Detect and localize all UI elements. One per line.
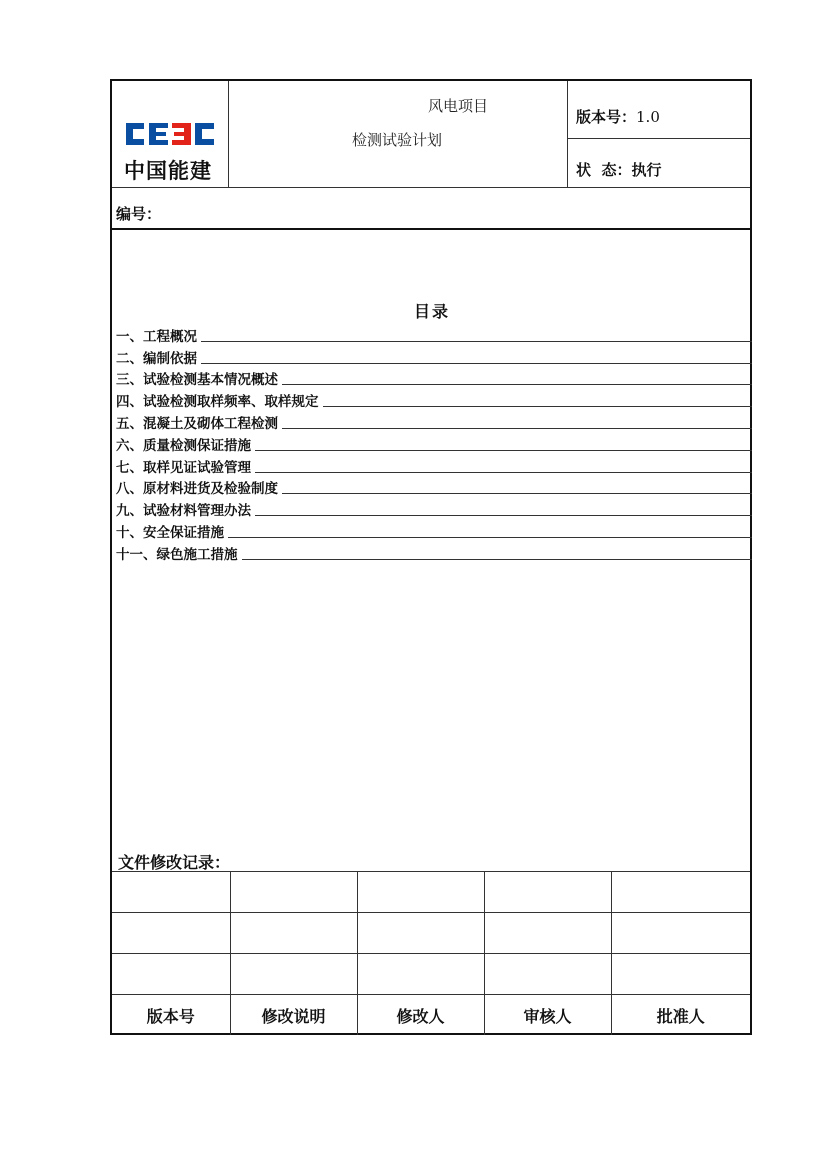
- logo-cell: [112, 81, 229, 187]
- table-cell[interactable]: [357, 913, 484, 954]
- document-title: 检测试验计划: [352, 131, 443, 149]
- toc-item-label: 十、安全保证措施: [116, 524, 224, 541]
- table-cell[interactable]: [112, 872, 230, 913]
- table-cell[interactable]: [611, 872, 750, 913]
- table-cell[interactable]: [484, 913, 611, 954]
- column-header-description: 修改说明: [230, 995, 357, 1036]
- toc-leader-line: [242, 559, 753, 560]
- version-label: 版本号：: [576, 108, 637, 126]
- table-cell[interactable]: [112, 913, 230, 954]
- toc-item-label: 三、试验检测基本情况概述: [116, 372, 278, 389]
- toc-leader-line: [255, 472, 752, 473]
- meta-cell: [568, 81, 750, 187]
- toc-item[interactable]: [116, 519, 752, 541]
- toc-item[interactable]: [116, 323, 752, 345]
- code-row: [112, 187, 750, 230]
- toc-item[interactable]: [116, 367, 752, 389]
- table-cell[interactable]: [484, 954, 611, 995]
- table-row: [112, 913, 750, 954]
- column-header-reviewer: 审核人: [484, 995, 611, 1036]
- header-block: [112, 81, 750, 188]
- table-row: [112, 872, 750, 913]
- toc-item-label: 二、编制依据: [116, 350, 197, 367]
- column-header-modifier: 修改人: [357, 995, 484, 1036]
- logo-text: 中国能建: [124, 159, 212, 183]
- toc-item-label: 九、试验材料管理办法: [116, 503, 251, 520]
- table-of-contents: [116, 323, 752, 563]
- toc-item-label: 七、取样见证试验管理: [116, 459, 251, 476]
- toc-leader-line: [323, 406, 753, 407]
- toc-item-label: 六、质量检测保证措施: [116, 437, 251, 454]
- toc-item[interactable]: [116, 410, 752, 432]
- code-label: 编号：: [116, 205, 162, 223]
- title-cell: [228, 81, 568, 187]
- table-row: [112, 954, 750, 995]
- table-cell[interactable]: [230, 913, 357, 954]
- status-row: [568, 139, 750, 187]
- toc-item[interactable]: [116, 541, 752, 563]
- toc-leader-line: [201, 341, 752, 342]
- toc-leader-line: [282, 428, 752, 429]
- table-cell[interactable]: [357, 872, 484, 913]
- toc-item[interactable]: [116, 388, 752, 410]
- table-cell[interactable]: [230, 872, 357, 913]
- table-cell[interactable]: [484, 872, 611, 913]
- toc-leader-line: [255, 515, 752, 516]
- table-cell[interactable]: [112, 954, 230, 995]
- table-cell[interactable]: [357, 954, 484, 995]
- version-row: [568, 81, 750, 139]
- table-header-row: [112, 995, 750, 1036]
- toc-item[interactable]: [116, 454, 752, 476]
- table-cell[interactable]: [611, 913, 750, 954]
- toc-item[interactable]: [116, 345, 752, 367]
- toc-leader-line: [201, 363, 752, 364]
- toc-leader-line: [255, 450, 752, 451]
- version-value: 1.0: [636, 108, 660, 126]
- column-header-version: 版本号: [112, 995, 230, 1036]
- revision-table: [112, 871, 750, 1035]
- toc-item-label: 十一、绿色施工措施: [116, 546, 238, 563]
- toc-item-label: 四、试验检测取样频率、取样规定: [116, 394, 319, 411]
- toc-leader-line: [282, 493, 752, 494]
- toc-item[interactable]: [116, 497, 752, 519]
- toc-item[interactable]: [116, 476, 752, 498]
- toc-item-label: 一、工程概况: [116, 328, 197, 345]
- status-label: 状 态：: [576, 161, 632, 179]
- status-value: 执行: [631, 161, 662, 179]
- toc-leader-line: [282, 384, 752, 385]
- toc-item-label: 五、混凝土及砌体工程检测: [116, 415, 278, 432]
- project-title: 风电项目: [428, 97, 489, 115]
- revision-record-label: 文件修改记录：: [118, 853, 231, 872]
- toc-leader-line: [228, 537, 752, 538]
- toc-item-label: 八、原材料进货及检验制度: [116, 481, 278, 498]
- toc-item[interactable]: [116, 432, 752, 454]
- toc-title: 目录: [414, 302, 451, 321]
- table-cell[interactable]: [611, 954, 750, 995]
- column-header-approver: 批准人: [611, 995, 750, 1036]
- table-cell[interactable]: [230, 954, 357, 995]
- ceec-logo-icon: [124, 121, 216, 147]
- document-frame: [110, 79, 752, 1035]
